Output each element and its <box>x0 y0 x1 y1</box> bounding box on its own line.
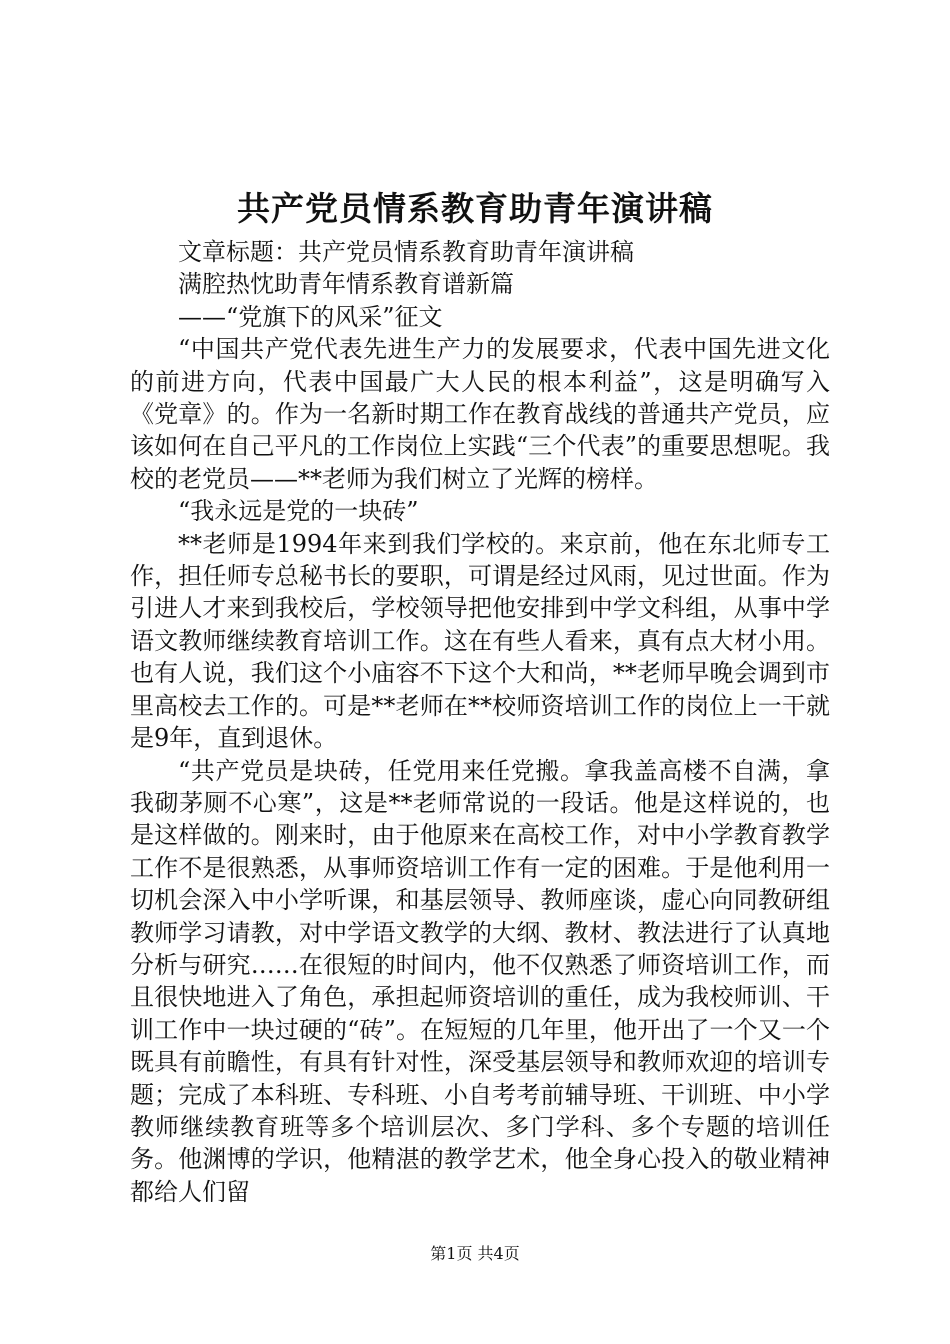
page-footer: 第1页 共4页 <box>430 1244 520 1263</box>
section-heading: “我永远是党的一块砖” <box>178 497 419 526</box>
article-title-line: 文章标题：共产党员情系教育助青年演讲稿 <box>178 238 634 266</box>
paragraph: “中国共产党代表先进生产力的发展要求，代表中国先进文化的前进方向，代表中国最广大人民的根本利益”，这是明确写入《党章》的。作为一名新时期工作在教育战线的普通共产党员，应该如何在自己平凡的工作岗位上实践“三个代表”的重要思想呢。我校的老党员——**老师为我们树立了光辉的榜样。 <box>130 335 830 493</box>
document-body <box>130 236 830 1208</box>
subtitle-line: 满腔热忱助青年情系教育谱新篇 <box>178 270 514 299</box>
essay-tag-line: ——“党旗下的风采”征文 <box>178 302 443 331</box>
document-title: 共产党员情系教育助青年演讲稿 <box>237 189 713 228</box>
paragraph: “共产党员是块砖，任党用来任党搬。拿我盖高楼不自满，拿我砌茅厕不心寒”，这是**老师常说的一段话。他是这样说的，也是这样做的。刚来时，由于他原来在高校工作，对中小学教育教学工作不是很熟悉，从事师资培训工作有一定的困难。于是他利用一切机会深入中小学听课，和基层领导、教师座谈，虚心向同教研组教师学习请教，对中学语文教学的大纲、教材、教法进行了认真地分析与研究……在很短的时间内，他不仅熟悉了师资培训工作，而且很快地进入了角色，承担起师资培训的重任，成为我校师训、干训工作中一块过硬的“砖”。在短短的几年里，他开出了一个又一个既具有前瞻性，有具有针对性，深受基层领导和教师欢迎的培训专题；完成了本科班、专科班、小自考考前辅导班、干训班、中小学教师继续教育班等多个培训层次、多门学科、多个专题的培训任务。他渊博的学识，他精湛的教学艺术，他全身心投入的敬业精神都给人们留 <box>130 756 830 1206</box>
paragraph: **老师是1994年来到我们学校的。来京前，他在东北师专工作，担任师专总秘书长的要职，可谓是经过风雨，见过世面。作为引进人才来到我校后，学校领导把他安排到中学文科组，从事中学语文教师继续教育培训工作。这在有些人看来，真有点大材小用。也有人说，我们这个小庙容不下这个大和尚，**老师早晚会调到市里高校去工作的。可是**老师在**校师资培训工作的岗位上一干就是9年，直到退休。 <box>130 529 830 753</box>
